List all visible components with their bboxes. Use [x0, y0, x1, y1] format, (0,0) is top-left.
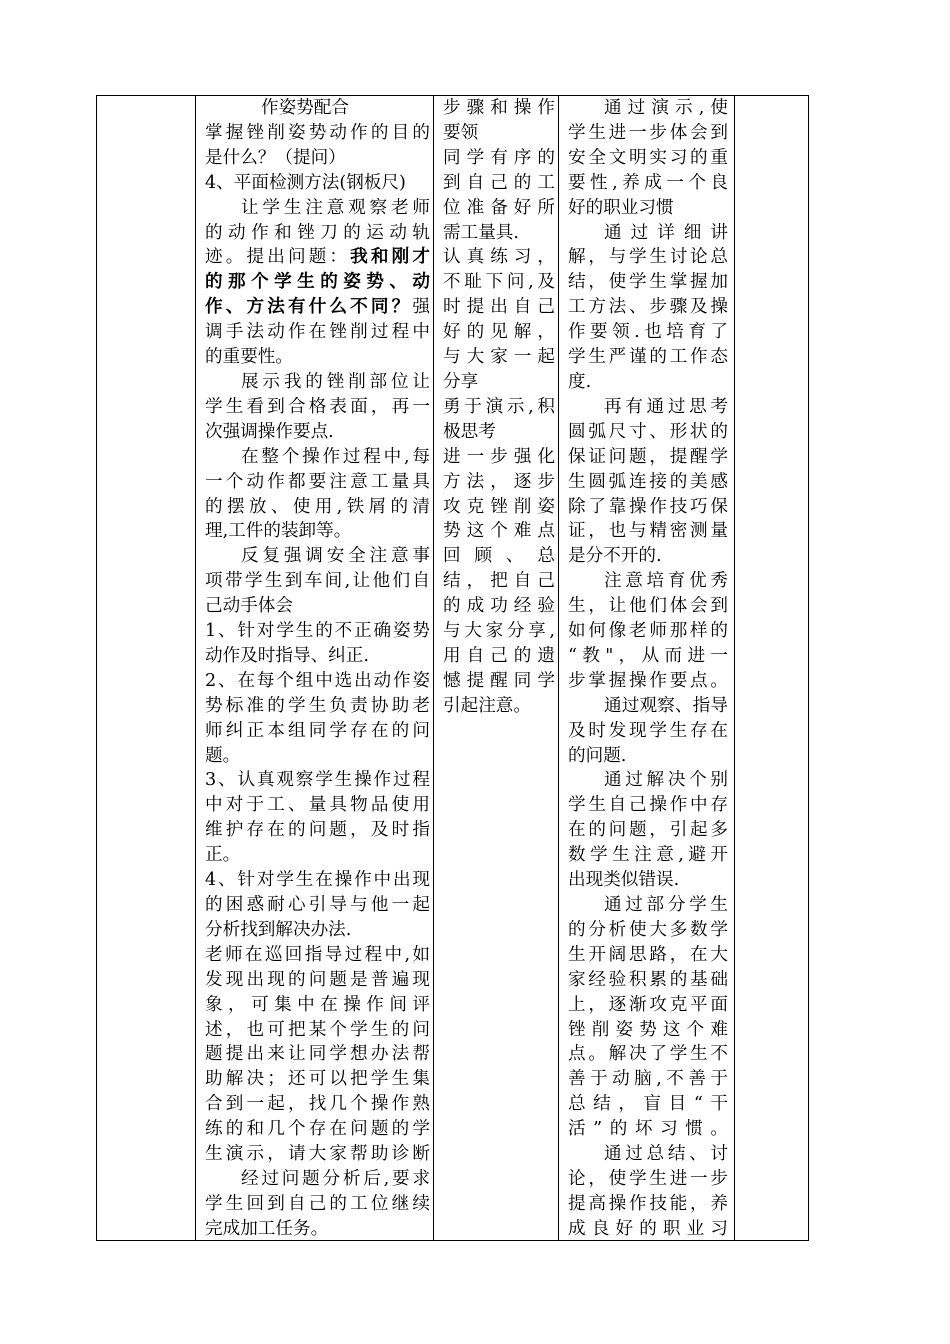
text-line: 步骤和操作: [443, 98, 555, 118]
text-line: 活”的坏习惯。: [568, 1119, 728, 1140]
text-line: 不耻下问,及: [443, 272, 555, 293]
text-line: [205, 1018, 430, 1043]
line-text: 学生看到合格表面，再一: [205, 396, 430, 417]
text-line: 攻克锉削姿: [443, 496, 555, 517]
text-line: [205, 171, 430, 196]
text-line: 结，使学生掌握加: [568, 272, 728, 293]
text-line: [205, 544, 430, 569]
text-line: 善于动脑,不善于: [568, 1069, 728, 1090]
text-line: [205, 420, 430, 445]
text-line: 出现类似错误.: [568, 870, 680, 891]
line-text: 象，可集中在操作间评: [205, 994, 430, 1015]
text-line: [205, 196, 430, 221]
text-line: [205, 1217, 430, 1242]
line-text: 正。: [205, 845, 241, 866]
text-line: 到自己的工: [443, 172, 555, 193]
text-line: [205, 744, 430, 769]
text-line: 引起注意。: [443, 695, 531, 716]
line-text: 是什么？（提问）: [205, 147, 346, 168]
text-line: 学生进一步体会到: [568, 122, 728, 143]
line-text: 经过问题分析后,要求: [241, 1168, 430, 1189]
text-line: 的成功经验: [443, 596, 555, 617]
text-line: [205, 993, 430, 1018]
text-line: 论，使学生进一步: [568, 1168, 728, 1189]
text-line: 保证问题，提醒学: [568, 446, 728, 467]
line-text: 完成加工任务。: [205, 1218, 329, 1239]
text-line: [205, 245, 430, 270]
line-text: 中对于工、量具物品使用: [205, 795, 430, 816]
line-text: 势标准的学生负责协助老: [205, 695, 430, 716]
text-line: [205, 1092, 430, 1117]
teacher-activity-cell: [197, 96, 434, 1242]
line-text: 动作及时指导、纠正.: [205, 645, 369, 666]
line-text: 述，也可把某个学生的问: [205, 1019, 430, 1040]
text-line: [205, 943, 430, 968]
line-text: 生演示，请大家帮助诊断: [205, 1144, 430, 1165]
text-line: [205, 320, 430, 345]
text-line: 要性,养成一个良: [568, 172, 728, 193]
text-line: 通过观察、指导: [604, 695, 728, 716]
text-line: [205, 1042, 430, 1067]
text-line: 方法，逐步: [443, 471, 555, 492]
line-text: 的动作和锉刀的运动轨: [205, 222, 430, 243]
line-text: 强: [412, 297, 430, 318]
text-line: 认真练习，: [443, 247, 555, 268]
line-text: 3、认真观察学生操作过程: [205, 770, 430, 791]
text-line: 注意培育优秀: [604, 571, 728, 592]
text-line: 通过演示,使: [604, 98, 728, 118]
line-text: 展示我的锉削部位让: [241, 371, 430, 392]
text-line: [205, 868, 430, 893]
line-text: 2、在每个组中选出动作姿: [205, 670, 430, 691]
text-line: 生，让他们体会到: [568, 596, 728, 617]
text-line: [205, 594, 430, 619]
column-divider: [734, 96, 735, 1240]
text-line: [205, 345, 430, 370]
line-text: 1、针对学生的不正确姿势: [205, 621, 430, 642]
text-line: 时提出自己: [443, 297, 555, 318]
text-line: 通过解决个别: [604, 770, 728, 791]
line-text: 迹。提出问题：: [205, 247, 351, 268]
line-text: 的重要性。: [205, 347, 293, 368]
text-line: 提高操作技能，养: [568, 1193, 728, 1214]
text-line: 好的职业习惯: [568, 197, 674, 218]
text-line: 步掌握操作要点。: [568, 670, 728, 691]
line-text: 发现出现的问题是普遍现: [205, 969, 430, 990]
text-line: 成良好的职业习: [568, 1218, 728, 1239]
line-text: 师纠正本组同学存在的问: [205, 720, 430, 741]
line-text: 题提出来让同学想办法帮: [205, 1044, 430, 1065]
line-text: 一个动作都要注意工量具: [205, 471, 430, 492]
text-line: [205, 569, 430, 594]
text-line: 证，也与精密测量: [568, 521, 728, 542]
text-line: 生圆弧连接的美感: [568, 471, 728, 492]
text-line: [205, 1117, 430, 1142]
line-text: 项带学生到车间,让他们自: [205, 571, 430, 592]
text-line: [205, 146, 430, 171]
line-text: 作姿势配合: [261, 98, 349, 118]
line-text: 的摆放、使用,铁屑的清: [205, 496, 430, 517]
text-line: 憾提醒同学: [443, 670, 555, 691]
text-line: 度.: [568, 371, 592, 392]
text-line: 是分不开的.: [568, 546, 662, 567]
text-line: 如何像老师那样的: [568, 621, 728, 642]
text-line: 用自己的遗: [443, 645, 555, 666]
text-line: 数学生注意,避开: [568, 845, 728, 866]
line-text: 次强调操作要点.: [205, 421, 334, 442]
text-line: 与大家分享,: [443, 621, 555, 642]
text-line: [205, 395, 430, 420]
line-text: 分析找到解决办法.: [205, 919, 352, 940]
text-line: [205, 1167, 430, 1192]
text-line: [205, 968, 430, 993]
text-line: [205, 694, 430, 719]
text-line: [205, 818, 430, 843]
design-intent-cell: [560, 96, 734, 1242]
text-line: [205, 1192, 430, 1217]
text-line: 上，逐渐攻克平面: [568, 994, 728, 1015]
line-text: 练的和几个存在问题的学: [205, 1119, 430, 1140]
text-line: 点。解决了学生不: [568, 1044, 728, 1065]
text-line: 除了靠操作技巧保: [568, 496, 728, 517]
text-line: [205, 768, 430, 793]
text-line: 需工量具.: [443, 222, 519, 243]
text-line: 锉削姿势这个难: [568, 1019, 728, 1040]
text-line: [205, 843, 430, 868]
line-text: 调手法动作在锉削过程中: [205, 322, 430, 343]
text-line: 位准备好所: [443, 197, 555, 218]
line-text: 让学生注意观察老师: [241, 197, 430, 218]
line-text: 合到一起，找几个操作熟: [205, 1094, 430, 1115]
text-line: 的问题.: [568, 745, 627, 766]
line-text: 4、针对学生在操作中出现: [205, 870, 430, 891]
text-line: 勇于演示,积: [443, 396, 555, 417]
text-line: [205, 719, 430, 744]
text-line: [205, 793, 430, 818]
text-line: 结，把自己: [443, 571, 555, 592]
line-text: 维护存在的问题，及时指: [205, 820, 430, 841]
text-line: [205, 295, 430, 320]
text-line: 分享: [443, 371, 479, 392]
text-line: 通过总结、讨: [604, 1144, 728, 1165]
text-line: 家经验积累的基础: [568, 969, 728, 990]
text-line: 好的见解，: [443, 322, 555, 343]
text-line: [205, 121, 430, 146]
text-line: [205, 893, 430, 918]
text-line: 学生严谨的工作态: [568, 347, 728, 368]
text-line: [205, 96, 430, 121]
text-line: [205, 495, 430, 520]
text-line: [205, 644, 430, 669]
text-line: 安全文明实习的重: [568, 147, 728, 168]
text-line: [205, 1067, 430, 1092]
text-line: 工方法、步骤及操: [568, 297, 728, 318]
column-divider: [195, 96, 196, 1240]
text-line: [205, 445, 430, 470]
text-line: 的分析使大多数学: [568, 919, 728, 940]
student-activity-cell: [435, 96, 559, 719]
line-text: 助解决；还可以把学生集: [205, 1069, 430, 1090]
bold-question-text: 我和刚才: [350, 246, 430, 268]
text-line: [205, 221, 430, 246]
line-text: 老师在巡回指导过程中,如: [205, 944, 430, 965]
text-line: 通过部分学生: [604, 895, 728, 915]
lesson-plan-table: [96, 95, 809, 1241]
line-text: 4、平面检测方法(钢板尺): [205, 172, 406, 193]
text-line: [205, 519, 430, 544]
text-line: 总结，盲目“干: [568, 1094, 728, 1115]
text-line: 作要领.也培育了: [568, 322, 728, 343]
text-line: 生开阔思路，在大: [568, 944, 728, 965]
text-line: [205, 1142, 430, 1167]
text-line: 圆弧尺寸、形状的: [568, 421, 728, 442]
line-text: 理,工件的装卸等。: [205, 521, 352, 542]
text-line: [205, 918, 430, 943]
line-text: 在整个操作过程中,每: [241, 446, 430, 467]
text-line: [205, 669, 430, 694]
line-text: 题。: [205, 745, 241, 766]
text-line: 回 顾 、 总: [443, 546, 555, 567]
text-line: 同学有序的: [443, 147, 555, 168]
line-text: 掌握锉削姿势动作的目的: [205, 122, 430, 143]
text-line: [205, 370, 430, 395]
text-line: 要领: [443, 122, 479, 143]
text-line: [205, 619, 430, 644]
text-line: 极思考: [443, 421, 496, 442]
text-line: 学生自己操作中存: [568, 795, 728, 816]
text-line: 势这个难点: [443, 521, 555, 542]
text-line: 解，与学生讨论总: [568, 247, 728, 268]
text-line: [205, 270, 430, 295]
text-line: 进一步强化: [443, 446, 555, 467]
bold-question-text: 的那个学生的姿势、动: [205, 271, 430, 293]
bold-question-text: 作、方法有什么不同？: [205, 296, 413, 318]
text-line: 再有通过思考: [604, 396, 728, 417]
line-text: 学生回到自己的工位继续: [205, 1193, 430, 1214]
text-line: “教"，从而进一: [568, 645, 728, 666]
text-line: 在的问题，引起多: [568, 820, 728, 841]
text-line: 与大家一起: [443, 347, 555, 368]
text-line: [205, 470, 430, 495]
text-line: 及时发现学生存在: [568, 720, 728, 741]
line-text: 的困惑耐心引导与他一起: [205, 895, 430, 915]
line-text: 反复强调安全注意事: [241, 546, 430, 567]
text-line: 通过详细讲: [604, 222, 728, 243]
line-text: 己动手体会: [205, 596, 293, 617]
